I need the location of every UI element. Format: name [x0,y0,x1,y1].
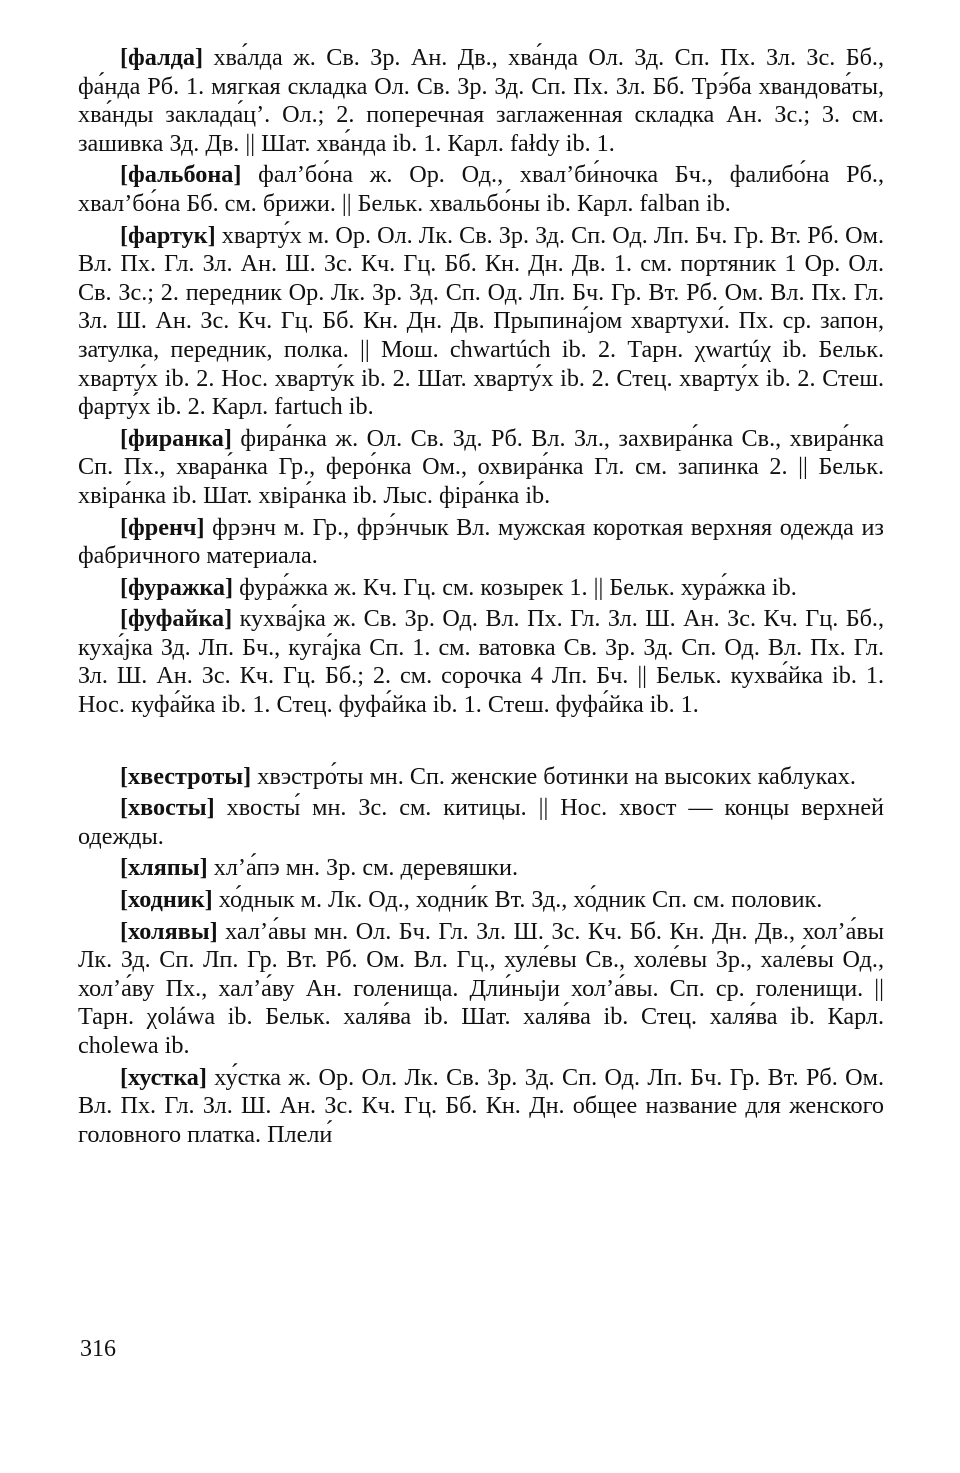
dictionary-entry [78,222,884,422]
dictionary-entry [78,574,884,603]
dictionary-entry [78,605,884,719]
headword: [ходник] [120,886,213,914]
dictionary-entry [78,763,884,792]
entry-text: хвэстро́ты мн. Сп. женские ботинки на высоких каблуках. [251,762,856,790]
entry-text: хал’а́вы мн. Ол. Бч. Гл. Зл. Ш. Зс. Кч. Бб. Кн. Дн. Дв., хол’а́вы Лк. Зд. Сп. Лп. Гр. Вт. Рб. Ом. Вл. Гц., хуле́вы Св., холе́вы Зр., хале́вы Од., хол’а́ву Пх., хал’а́ву Ан. голенища. Дли́ныjи хол’а́вы. Сп. ср. голенищи. || Тарн. χoláwa ib. Бельк. халя́ва ib. Шат. халя́ва ib. Стец. халя́ва ib. Карл. cholewa ib. [78,917,884,1059]
dictionary-entry [78,514,884,571]
entry-text: фира́нка ж. Ол. Св. Зд. Рб. Вл. Зл., захвира́нка Св., хвира́нка Сп. Пх., хвара́нка Гр., феро́нка Ом., охвира́нка Гл. см. запинка 2. || Бельк. хвіра́нка ib. Шат. хвіра́нка ib. Лыс. фіра́нка ib. [78,424,884,509]
dictionary-entry [78,44,884,158]
entry-text: кухва́jка ж. Св. Зр. Од. Вл. Пх. Гл. Зл. Ш. Ан. Зс. Кч. Гц. Бб., куха́jка Зд. Лп. Бч., куга́jка Сп. 1. см. ватовка Св. Зр. Зд. Сп. Од. Вл. Пх. Гл. Зл. Ш. Ан. Зс. Кч. Гц. Бб.; 2. см. сорочка 4 Лп. Бч. || Бельк. кухва́йка ib. 1. Нос. куфа́йка ib. 1. Стец. фуфа́йка ib. 1. Стеш. фуфа́йка ib. 1. [78,605,884,719]
headword: [хвосты] [120,794,215,822]
dictionary-page [78,44,884,1152]
headword: [хляпы] [120,854,208,882]
headword: [фартук] [120,221,216,249]
dictionary-entry [78,886,884,915]
entry-text: хва́лда ж. Св. Зр. Ан. Дв., хва́нда Ол. Зд. Сп. Пх. Зл. Зс. Бб., фа́нда Рб. 1. мягкая складка Ол. Св. Зр. Зд. Сп. Пх. Зл. Бб. Трэ́ба хвандова́ты, хва́нды заклада́ц’. Ол.; 2. поперечная заглаженная складка Ан. Зс.; 3. см. зашивка Зд. Дв. || Шат. хва́нда ib. 1. Карл. fałdy ib. 1. [78,44,884,157]
headword: [хустка] [120,1063,207,1091]
dictionary-entry [78,1064,884,1150]
dictionary-entry [78,161,884,218]
section-f [78,44,884,720]
headword: [фалда] [120,44,204,71]
entry-text: фура́жка ж. Кч. Гц. см. козырек 1. || Бельк. хура́жка ib. [233,573,797,601]
dictionary-entry [78,854,884,883]
entry-text: ху́стка ж. Ор. Ол. Лк. Св. Зр. Зд. Сп. Од. Лп. Бч. Гр. Вт. Рб. Ом. Вл. Пх. Гл. Зл. Ш. Ан. Зс. Кч. Гц. Бб. Кн. Дн. общее название для женского головного платка. Плели́ [78,1063,884,1148]
headword: [фуфайка] [120,605,233,633]
section-kh [78,763,884,1150]
entry-text: хвосты́ мн. Зс. см. китицы. || Нос. хвост — концы верхней одежды. [78,794,884,850]
headword: [фуражка] [120,573,234,601]
headword: [холявы] [120,917,218,945]
headword: [фиранка] [120,424,232,452]
entry-text: хо́днык м. Лк. Од., ходни́к Вт. Зд., хо́дник Сп. см. половик. [212,886,823,914]
dictionary-entry [78,918,884,1061]
section-gap [78,723,884,763]
entry-text: хварту́х м. Ор. Ол. Лк. Св. Зр. Зд. Сп. Од. Лп. Бч. Гр. Вт. Рб. Ом. Вл. Пх. Гл. Зл. Ан. Ш. Зс. Кч. Гц. Бб. Кн. Дн. Дв. 1. см. портяник 1 Ор. Ол. Св. Зс.; 2. передник Ор. Лк. Зр. Зд. Сп. Од. Лп. Бч. Гр. Вт. Рб. Ом. Вл. Пх. Гл. Зл. Ш. Ан. Зс. Кч. Гц. Бб. Кн. Дн. Дв. Прыпина́jом хвартухи́. Пх. ср. запон, затулка, передник, полка. || Мош. chwartúch ib. 2. Тарн. χwartúχ ib. Бельк. хварту́х ib. 2. Нос. хварту́к ib. 2. Шат. хварту́х ib. 2. Стец. хварту́х ib. 2. Стеш. фарту́х ib. 2. Карл. fartuch ib. [78,221,884,421]
dictionary-entry [78,425,884,511]
entry-text: фрэнч м. Гр., фрэ́нчык Вл. мужская короткая верхняя одежда из фабричного материала. [78,513,884,570]
headword: [фальбона] [120,161,242,189]
entry-text: хл’а́пэ мн. Зр. см. деревяшки. [207,854,518,882]
headword: [хвестроты] [120,762,252,790]
page-number: 316 [80,1336,116,1362]
headword: [френч] [120,513,205,541]
dictionary-entry [78,794,884,851]
entry-text: фал’бо́на ж. Ор. Од., хвал’би́ночка Бч., фалибо́на Рб., хвал’бо́на Бб. см. брижи. || Бельк. хвальбо́ны ib. Карл. falban ib. [78,161,884,217]
